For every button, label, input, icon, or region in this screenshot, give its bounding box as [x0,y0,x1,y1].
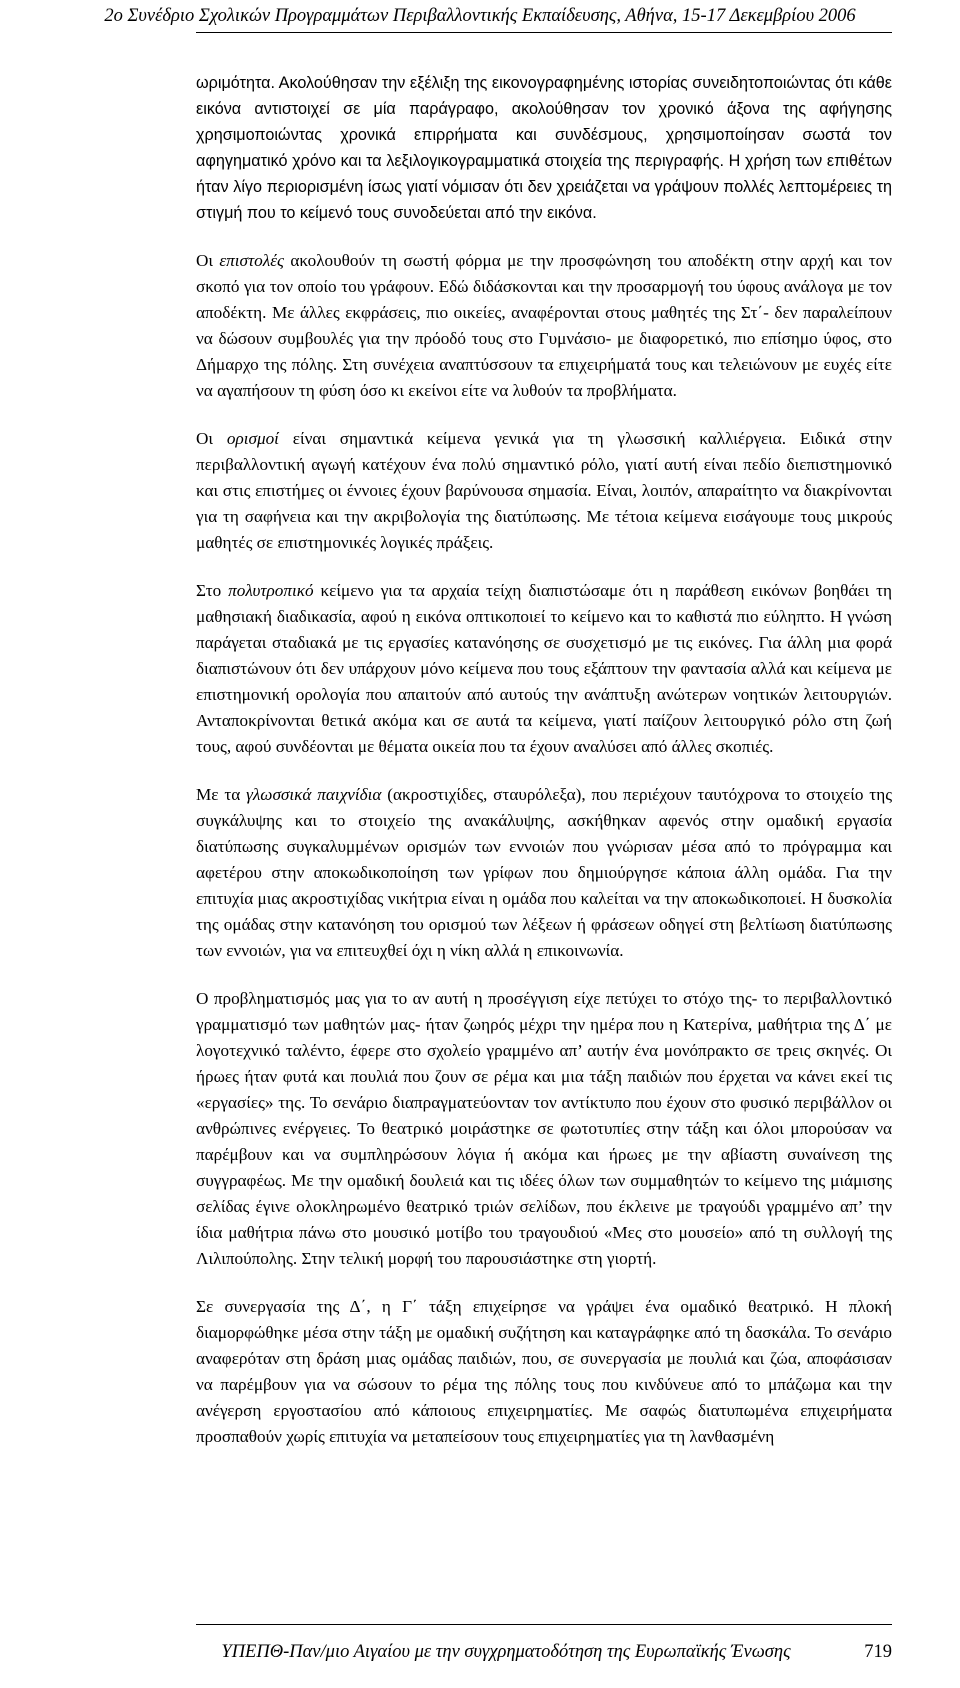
footer-text: ΥΠΕΠΘ-Παν/μιο Αιγαίου με την συγχρηματοδότηση της Ευρωπαϊκής Ένωσης [221,1642,791,1662]
emphasized-term: γλωσσικά παιχνίδια [246,785,382,804]
paragraph-text: ακολουθούν τη σωστή φόρμα με την προσφώνηση του αποδέκτη στην αρχή και τον σκοπό για τον οποίο του γράφουν. Εδώ διδάσκονται και την προσαρμογή του ύφους ανάλογα με τον αποδέκτη. Με άλλες εκφράσεις, πιο οικείες, αναφέρονται στους μαθητές της Στ΄- δεν παραλείπουν να δώσουν συμβουλές για την πρόοδό τους στο Γυμνάσιο- με διαφορετικό, πιο επίσημο ύφος, στο Δήμαρχο της πόλης. Στη συνέχεια αναπτύσσουν τα επιχειρήματά τους και τελειώνουν με ευχές είτε να αγαπήσουν τη φύση όσο κι εκείνοι είτε να λυθούν τα προβλήματα. [196,251,892,400]
emphasized-term: πολυτροπικό [228,581,314,600]
paragraph-text: Οι [196,429,227,448]
paragraph [196,426,892,556]
paragraph-text: Οι [196,251,220,270]
paragraph-text: Σε συνεργασία της Δ΄, η Γ΄ τάξη επιχείρησε να γράψει ένα ομαδικό θεατρικό. Η πλοκή διαμορφώθηκε μέσα στην τάξη με ομαδική συζήτηση και καταγράφηκε από τη δασκάλα. Το σενάριο αναφερόταν στη δράση μιας ομάδας παιδιών, που, σε συνεργασία με πουλιά και ζώα, αποφάσισαν να παρέμβουν για να σώσουν το ρέμα της πόλης τους που κινδύνευε από το μπάζωμα και την ανέγερση εργοστασίου από κάποιους επιχειρηματίες. Με σαφώς διατυπωμένα επιχειρήματα προσπαθούν χωρίς επιτυχία να μεταπείσουν τους επιχειρηματίες για τη λανθασμένη [196,1297,892,1446]
paragraph-text: ωριμότητα. Ακολούθησαν την εξέλιξη της εικονογραφημένης ιστορίας συνειδητοποιώντας ότι κάθε εικόνα αντιστοιχεί σε μία παράγραφο, ακολούθησαν τον χρονικό άξονα της αφήγησης χρησιμοποιώντας χρονικά επιρρήματα και συνδέσμους, χρησιμοποίησαν σωστά τον αφηγηματικό χρόνο και τα λεξιλογικογραμματικά στοιχεία της περιγραφής. Η χρήση των επιθέτων ήταν λίγο περιορισμένη ίσως γιατί νόμισαν ότι δεν χρειάζεται να γράψουν πολλές λεπτομέρειες τη στιγμή που το κείμενό τους συνοδεύεται από την εικόνα. [196,74,892,222]
paragraph-text: Στο [196,581,229,600]
running-header: 2ο Συνέδριο Σχολικών Προγραμμάτων Περιβαλλοντικής Εκπαίδευσης, Αθήνα, 15-17 Δεκεμβρίου 2006 [104,6,856,26]
paragraph [196,1294,892,1450]
paragraph [196,248,892,404]
emphasized-term: επιστολές [219,251,284,270]
page-number: 719 [864,1642,892,1662]
emphasized-term: ορισμοί [226,429,279,448]
paragraph [196,578,892,760]
header-divider [196,32,892,33]
paragraph-text: κείμενο για τα αρχαία τείχη διαπιστώσαμε ότι η παράθεση εικόνων βοηθάει τη μαθησιακή διαδικασία, αφού η εικόνα οπτικοποιεί το κείμενο και το καθιστά πιο εύληπτο. Η γνώση παράγεται σταδιακά με τις εργασίες κατανόησης σε συσχετισμό με τις εικόνες. Για άλλη μια φορά διαπιστώνουν ότι δεν υπάρχουν μόνο κείμενα που τους εξάπτουν την φαντασία αλλά και κείμενα με επιστημονική ορολογία που απαιτούν από αυτούς την ανάπτυξη ανώτερων νοητικών λειτουργιών. Ανταποκρίνονται θετικά ακόμα και σε αυτά τα κείμενα, γιατί παίζουν λειτουργικό ρόλο στη ζωή τους, αφού συνδέονται με θέματα οικεία που τα έχουν αναλύσει από άλλες σκοπιές. [196,581,892,756]
paragraph-text: είναι σημαντικά κείμενα γενικά για τη γλωσσική καλλιέργεια. Ειδικά στην περιβαλλοντική αγωγή κατέχουν ένα πολύ σημαντικό ρόλο, γιατί αυτή είναι πεδίο διεπιστημονικό και στις επιστήμες οι έννοιες έχουν βαρύνουσα σημασία. Είναι, λοιπόν, απαραίτητο να διακρίνονται για τη σαφήνεια και την ακριβολογία της διατύπωσης. Με τέτοια κείμενα εισάγουμε τους μικρούς μαθητές σε επιστημονικές λογικές πράξεις. [196,429,892,552]
paragraph-text: (ακροστιχίδες, σταυρόλεξα), που περιέχουν ταυτόχρονα το στοιχείο της συγκάλυψης και το στοιχείο της ανακάλυψης, ασκήθηκαν αφενός στην ομαδική εργασία διατύπωσης συγκαλυμμένων ορισμών των εννοιών που γνώρισαν μέσα από το πρόγραμμα και αφετέρου στην αποκωδικοποίηση των γρίφων που δημιούργησε κάποια άλλη ομάδα. Για την επιτυχία μιας ακροστιχίδας νικήτρια είναι η ομάδα που καλείται να την αποκωδικοποιεί. Η δυσκολία της ομάδας στην κατανόηση του ορισμού των λέξεων ή φράσεων οδηγεί στη βελτίωση διατύπωσης των εννοιών, για να επιτευχθεί όχι η νίκη αλλά η επικοινωνία. [196,785,892,960]
page-body [196,70,892,1472]
paragraph-text: Με τα [196,785,247,804]
paragraph [196,782,892,964]
paragraph-text: Ο προβληματισμός μας για το αν αυτή η προσέγγιση είχε πετύχει το στόχο της- το περιβαλλοντικό γραμματισμό των μαθητών μας- ήταν ζωηρός μέχρι την ημέρα που η Κατερίνα, μαθήτρια της Δ΄ με λογοτεχνικό ταλέντο, έφερε στο σχολείο γραμμένο απ’ αυτήν ένα μονόπρακτο σε τρεις σκηνές. Οι ήρωες ήταν φυτά και πουλιά που ζουν σε ρέμα και μια τάξη παιδιών που έρχεται να κάνει εκεί τις «εργασίες» της. Το σενάριο διαπραγματεύονταν τον αντίκτυπο που έχουν στο φυσικό περιβάλλον οι ανθρώπινες ενέργειες. Το θεατρικό μοιράστηκε σε φωτοτυπίες στην τάξη και όλοι μπορούσαν να παρέμβουν και να συμπληρώσουν λόγια ή ακόμα και ήρωες με την αβίαστη συναίνεση της συγγραφέως. Με την ομαδική δουλειά και τις ιδέες όλων των συμμαθητών το κείμενο της μιάμισης σελίδας έγινε ολοκληρωμένο θεατρικό τριών σελίδων, που έκλεινε με τραγούδι γραμμένο απ’ την ίδια μαθήτρια πάνω στο μουσικό μοτίβο του τραγουδιού «Μες στο μουσείο» από τη συλλογή της Λιλιπούπολης. Στην τελική μορφή του παρουσιάστηκε στη γιορτή. [196,989,892,1268]
footer-divider [196,1624,892,1625]
paragraph [196,986,892,1272]
paragraph [196,70,892,226]
